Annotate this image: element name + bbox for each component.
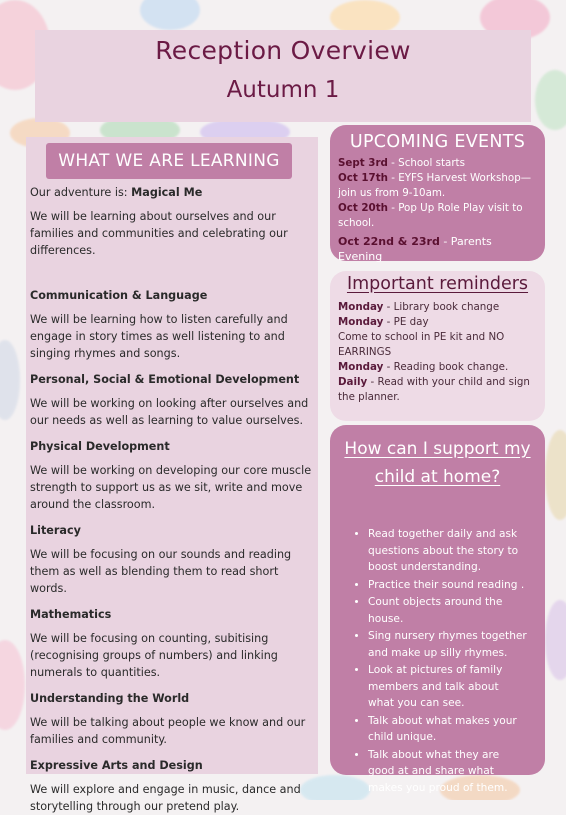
section-title: Mathematics [30,608,112,621]
event-text: - Parents Evening [338,235,492,263]
support-item: • Talk about what makes your child unique. [368,713,527,746]
reminder-item [338,360,539,375]
handprint-decoration [0,340,20,420]
support-item: • Read together daily and ask questions about the story to boost understanding. [368,526,527,576]
events-list [330,156,545,264]
handprint-decoration [545,430,566,520]
reminder-text: - Reading book change. [383,361,509,373]
reminder-day: Daily [338,376,368,388]
reminders-list [330,300,545,405]
event-item [338,201,539,231]
section-title: Personal, Social & Emotional Development [30,373,300,386]
reminder-text: Come to school in PE kit and NO EARRINGS [338,331,505,358]
handprint-decoration [535,70,566,130]
section-title: Physical Development [30,440,170,453]
upcoming-events-card [330,125,545,261]
section-title: Understanding the World [30,692,190,705]
section-text: We will be focusing on our sounds and reading them as well as blending them to read short words. [30,548,292,595]
section-title: Expressive Arts and Design [30,759,203,772]
event-text: - Pop Up Role Play visit to school. [338,202,523,229]
support-item: • Talk about what they are good at and share what makes you proud of them. [368,747,527,797]
intro-topic: Magical Me [131,186,203,199]
learning-intro [30,184,314,201]
reminder-item [338,330,539,360]
section-title: Literacy [30,524,81,537]
section-text: We will explore and engage in music, dance and storytelling through our pretend play. [30,783,301,813]
handprint-decoration [140,0,200,30]
handprint-decoration [545,600,566,680]
section-text: We will be learning how to listen carefully and engage in story times as well listening to and singing rhymes and songs. [30,313,288,360]
reminder-day: Monday [338,361,384,373]
event-date: Oct 22nd & 23rd [338,235,440,248]
page-subtitle: Autumn 1 [226,77,340,103]
event-date: Sept 3rd [338,157,388,169]
event-date: Oct 20th [338,202,388,214]
intro-prefix: Our adventure is: [30,186,132,199]
section-text: We will be focusing on counting, subitising (recognising groups of numbers) and linking numerals to quantities. [30,632,278,679]
support-at-home-card [330,425,545,794]
support-item: • Practice their sound reading . [368,577,527,594]
event-text: - EYFS Harvest Workshop—join us from 9-10am. [338,172,532,199]
important-reminders-card [330,271,545,421]
page-header [35,30,531,122]
section-text: We will be talking about people we know and our families and community. [30,716,306,746]
reminder-text: - Library book change [383,301,500,313]
event-date: Oct 17th [338,172,388,184]
learning-panel [26,137,318,813]
handprint-decoration [0,640,25,730]
section-text: We will be working on looking after ourselves and our needs as well as learning to value ourselves. [30,397,309,427]
section-title: Communication & Language [30,289,208,302]
reminders-heading: Important reminders [346,274,529,294]
support-heading: How can I support my child at home? [344,439,531,487]
support-list [330,526,545,796]
event-item [338,234,539,264]
learning-heading: WHAT WE ARE LEARNING [46,143,292,179]
reminder-day: Monday [338,301,384,313]
event-item [338,156,539,171]
support-item: • Count objects around the house. [368,594,527,627]
section-text: We will be working on developing our core muscle strength to support us as we sit, write and move around the classroom. [30,464,312,511]
event-item [338,171,539,201]
events-heading: UPCOMING EVENTS [349,132,526,152]
reminder-text: - Read with your child and sign the planner. [338,376,530,403]
support-item: • Look at pictures of family members and talk about what you can see. [368,662,527,712]
reminder-item [338,375,539,405]
reminder-item [338,300,539,315]
learning-body [26,179,318,815]
page-title: Reception Overview [155,36,411,65]
event-text: - School starts [387,157,465,169]
support-item: • Sing nursery rhymes together and make up silly rhymes. [368,628,527,661]
reminder-day: Monday [338,316,384,328]
intro-text: We will be learning about ourselves and our families and communities and celebrating our differences. [30,210,288,257]
reminder-item [338,315,539,330]
reminder-text: - PE day [383,316,429,328]
